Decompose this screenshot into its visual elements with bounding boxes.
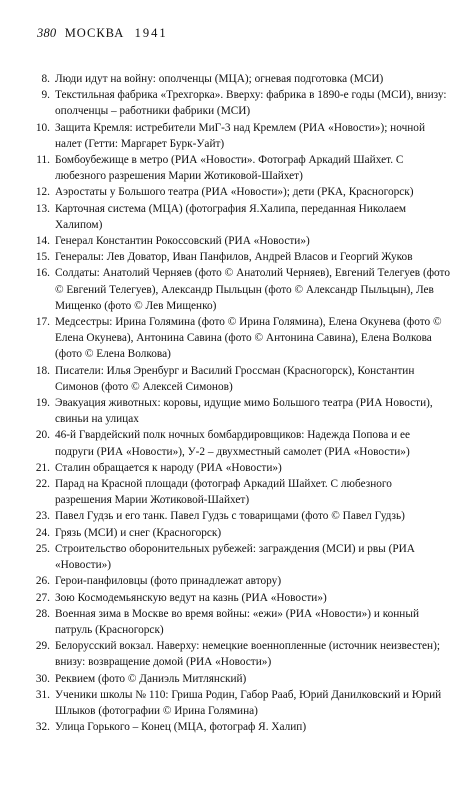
entry-number: 8. xyxy=(41,73,50,85)
entry-text: Защита Кремля: истребители МиГ-3 над Кремлем (РИА «Новости»); ночной налет (Гетти: Маргарет Бурк-Уайт) xyxy=(55,121,426,150)
entry-text: Герои-панфиловцы (фото принадлежат автору) xyxy=(55,575,282,588)
entry-number: 32. xyxy=(35,721,50,734)
entry-text: Генералы: Лев Доватор, Иван Панфилов, Андрей Власов и Георгий Жуков xyxy=(55,251,413,264)
list-item xyxy=(29,460,450,476)
entry-number: 20. xyxy=(35,429,50,442)
list-item xyxy=(29,476,450,508)
entry-text: Медсестры: Ирина Голямина (фото © Ирина Голямина), Елена Окунева (фото © Елена Окунева), Антонина Савина (фото © Антонина Савина), Елена Волкова (фото © Елена Волкова) xyxy=(55,316,442,361)
list-item xyxy=(29,427,450,459)
entry-text: Солдаты: Анатолий Черняев (фото © Анатолий Черняев), Евгений Телегуев (фото © Евгений Телегуев), Александр Пыльцын (фото © Александр Пыльцын), Лев Мищенко (фото © Лев Мищенко) xyxy=(55,267,450,312)
list-item xyxy=(29,508,450,524)
entry-number: 22. xyxy=(35,478,50,491)
entry-text: Строительство оборонительных рубежей: заграждения (МСИ) и рвы (РИА «Новости») xyxy=(55,542,415,572)
entry-text: Аэростаты у Большого театра (РИА «Новости»); дети (РКА, Красногорск) xyxy=(55,186,414,199)
entry-number: 11. xyxy=(36,154,50,167)
entry-text: Генерал Константин Рокоссовский (РИА «Новости») xyxy=(55,235,310,248)
list-item xyxy=(29,184,450,200)
book-year: 1941 xyxy=(134,26,168,40)
entry-number: 14. xyxy=(35,235,50,248)
list-item xyxy=(29,152,450,184)
entry-text: Зою Космодемьянскую ведут на казнь (РИА «Новости») xyxy=(55,591,327,604)
list-item xyxy=(29,120,450,152)
entry-number: 15. xyxy=(35,251,50,264)
entry-number: 21. xyxy=(35,461,50,474)
list-item xyxy=(29,71,450,87)
entry-text: Бомбоубежище в метро (РИА «Новости». Фотограф Аркадий Шайхет. С любезного разрешения Марии Жотиковой-Шайхет) xyxy=(55,154,404,183)
entry-number: 29. xyxy=(35,640,50,653)
list-item xyxy=(29,233,450,249)
list-item xyxy=(29,541,450,573)
entry-number: 24. xyxy=(35,526,50,539)
entry-number: 10. xyxy=(35,121,50,134)
entry-number: 25. xyxy=(35,542,50,555)
list-item xyxy=(29,606,450,638)
entry-text: 46-й Гвардейский полк ночных бомбардировщиков: Надежда Попова и ее подруги (РИА «Новости»), У-2 – двухместный самолет (РИА «Новости») xyxy=(55,429,411,458)
entry-number: 23. xyxy=(35,510,50,523)
entry-text: Писатели: Илья Эренбург и Василий Гроссман (Красногорск), Константин Симонов (фото © Алексей Симонов) xyxy=(55,364,415,393)
entry-text: Ученики школы № 110: Гриша Родин, Габор Рааб, Юрий Данилковский и Юрий Шлыков (фотографии © Ирина Голямина) xyxy=(55,688,442,717)
entry-number: 18. xyxy=(35,364,50,377)
list-item xyxy=(29,525,450,541)
entry-number: 27. xyxy=(35,591,50,604)
list-item xyxy=(29,314,450,363)
list-item xyxy=(29,687,450,719)
entry-number: 19. xyxy=(35,397,50,410)
list-item xyxy=(29,719,450,735)
entry-text: Текстильная фабрика «Трехгорка». Вверху: фабрика в 1890-е годы (МСИ), внизу: ополченцы – работники фабрики (МСИ) xyxy=(55,89,447,118)
entry-number: 13. xyxy=(35,202,50,215)
entry-number: 12. xyxy=(35,186,50,199)
entry-number: 28. xyxy=(35,607,50,620)
list-item xyxy=(29,590,450,606)
list-item xyxy=(29,573,450,589)
book-title: МОСКВА xyxy=(64,26,125,40)
list-item xyxy=(29,395,450,427)
entry-number: 30. xyxy=(35,672,50,685)
list-item xyxy=(29,201,450,233)
entry-text: Карточная система (МЦА) (фотография Я.Халипа, переданная Николаем Халипом) xyxy=(55,202,407,231)
entry-text: Люди идут на войну: ополченцы (МЦА); огневая подготовка (МСИ) xyxy=(55,73,384,85)
list-item xyxy=(29,87,450,119)
entry-text: Военная зима в Москве во время войны: «ежи» (РИА «Новости») и конный патруль (Красногорск) xyxy=(55,607,419,636)
entry-number: 17. xyxy=(35,316,50,329)
list-item xyxy=(29,363,450,395)
entry-text: Сталин обращается к народу (РИА «Новости») xyxy=(55,461,282,474)
entry-text: Парад на Красной площади (фотограф Аркадий Шайхет. С любезного разрешения Марии Жотиковой-Шайхет) xyxy=(55,478,392,507)
entry-text: Грязь (МСИ) и снег (Красногорск) xyxy=(55,526,222,539)
entry-number: 16. xyxy=(35,267,50,280)
list-item xyxy=(29,249,450,265)
entry-number: 26. xyxy=(35,575,50,588)
list-item xyxy=(29,671,450,687)
entry-text: Реквием (фото © Даниэль Митлянский) xyxy=(55,672,247,685)
page-number: 380 xyxy=(37,26,57,40)
entry-text: Павел Гудзь и его танк. Павел Гудзь с товарищами (фото © Павел Гудзь) xyxy=(55,510,405,523)
entry-number: 31. xyxy=(35,688,50,701)
entry-text: Эвакуация животных: коровы, идущие мимо Большого театра (РИА Новости), свиньи на улицах xyxy=(55,397,433,426)
running-head xyxy=(37,26,168,41)
entry-text: Улица Горького – Конец (МЦА, фотограф Я. Халип) xyxy=(55,721,307,734)
illustration-credits-list xyxy=(29,71,450,735)
list-item xyxy=(29,265,450,314)
list-item xyxy=(29,638,450,670)
entry-text: Белорусский вокзал. Наверху: немецкие военнопленные (источник неизвестен); внизу: возвращение домой (РИА «Новости») xyxy=(55,640,441,669)
entry-number: 9. xyxy=(41,89,50,102)
